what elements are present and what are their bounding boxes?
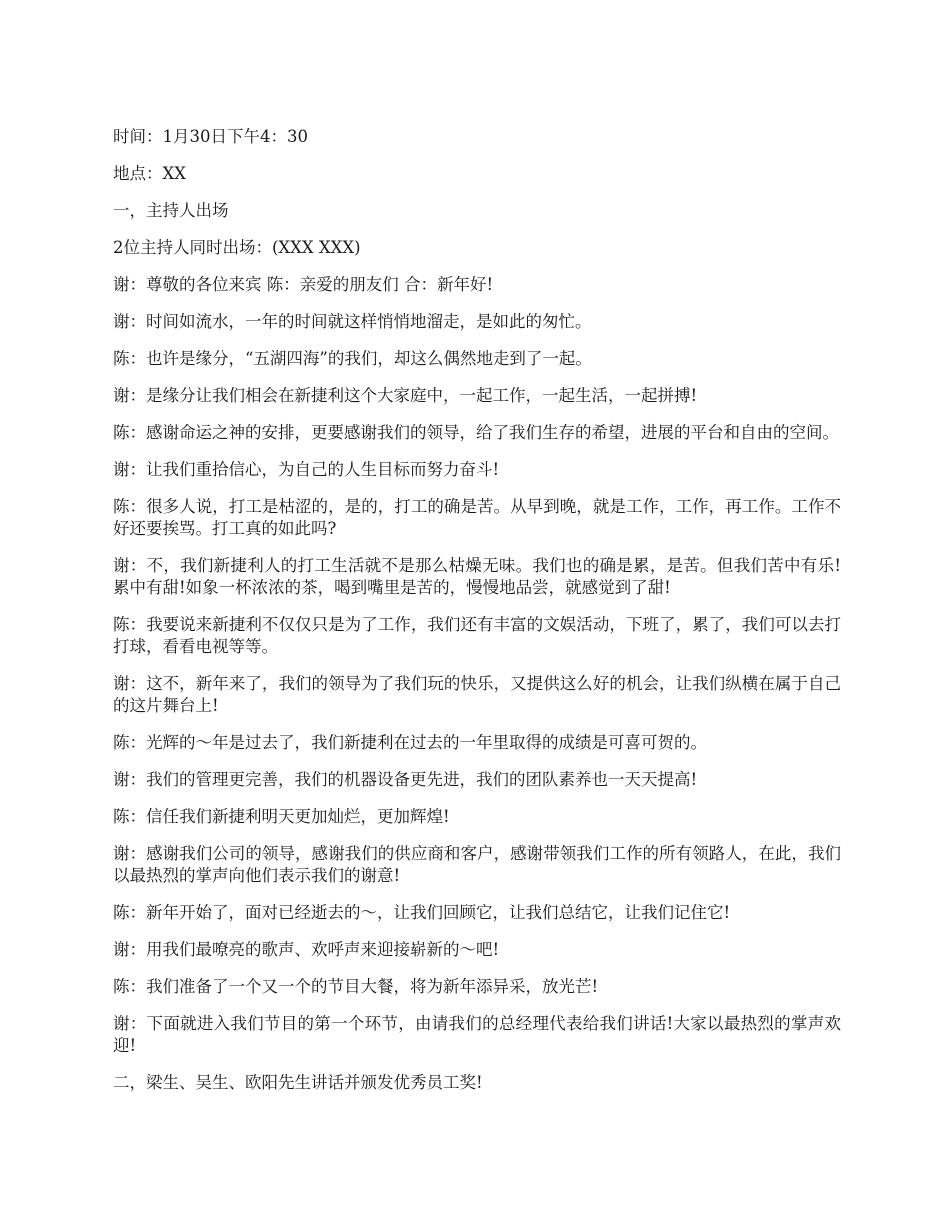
script-line: 谢：不，我们新捷利人的打工生活就不是那么枯燥无味。我们也的确是累，是苦。但我们苦中有乐!累中有甜!如象一杯浓浓的茶，喝到嘴里是苦的，慢慢地品尝，就感觉到了甜! [113, 556, 841, 597]
script-line: 陈：也许是缘分，“五湖四海”的我们，却这么偶然地走到了一起。 [113, 349, 592, 368]
script-line: 谢：这不，新年来了，我们的领导为了我们玩的快乐，又提供这么好的机会，让我们纵横在属于自己的这片舞台上! [113, 674, 841, 715]
script-line: 谢：是缘分让我们相会在新捷利这个大家庭中，一起工作，一起生活，一起拼搏! [113, 386, 698, 405]
script-line: 谢：下面就进入我们节目的第一个环节，由请我们的总经理代表给我们讲话!大家以最热烈的掌声欢迎! [113, 1014, 841, 1055]
script-line: 谢：用我们最嘹亮的歌声、欢呼声来迎接崭新的～吧! [113, 940, 500, 959]
location-line: 地点：XX [113, 164, 186, 183]
script-line: 谢：感谢我们公司的领导，感谢我们的供应商和客户，感谢带领我们工作的所有领路人，在此，我们以最热烈的掌声向他们表示我们的谢意! [113, 844, 841, 885]
time-line: 时间：1月30日下午4：30 [113, 127, 308, 146]
script-line: 谢：让我们重拾信心，为自己的人生目标而努力奋斗! [113, 460, 500, 479]
hosts-line: 2位主持人同时出场：(XXX XXX) [113, 238, 361, 257]
script-line: 陈：光辉的～年是过去了，我们新捷利在过去的一年里取得的成绩是可喜可贺的。 [113, 733, 707, 752]
document-body [113, 126, 841, 1109]
script-line: 陈：新年开始了，面对已经逝去的～，让我们回顾它，让我们总结它，让我们记住它! [113, 903, 731, 922]
script-line: 陈：感谢命运之神的安排，更要感谢我们的领导，给了我们生存的希望，进展的平台和自由的空间。 [113, 423, 839, 442]
script-line: 陈：我们准备了一个又一个的节目大餐，将为新年添异采，放光芒! [113, 977, 599, 996]
script-line: 陈：很多人说，打工是枯涩的，是的，打工的确是苦。从早到晚，就是工作，工作，再工作。工作不好还要挨骂。打工真的如此吗? [113, 497, 841, 538]
script-line: 陈：我要说来新捷利不仅仅只是为了工作，我们还有丰富的文娱活动，下班了，累了，我们可以去打打球，看看电视等等。 [113, 615, 841, 656]
section-heading-speeches: 二，梁生、吴生、欧阳先生讲话并颁发优秀员工奖! [113, 1073, 483, 1092]
script-line: 陈：信任我们新捷利明天更加灿烂，更加辉煌! [113, 807, 450, 826]
script-line: 谢：我们的管理更完善，我们的机器设备更先进，我们的团队素养也一天天提高! [113, 770, 698, 789]
section-heading-hosts: 一，主持人出场 [113, 201, 229, 220]
script-line: 谢：尊敬的各位来宾 陈：亲爱的朋友们 合：新年好! [113, 275, 494, 294]
script-line: 谢：时间如流水，一年的时间就这样悄悄地溜走，是如此的匆忙。 [113, 312, 592, 331]
